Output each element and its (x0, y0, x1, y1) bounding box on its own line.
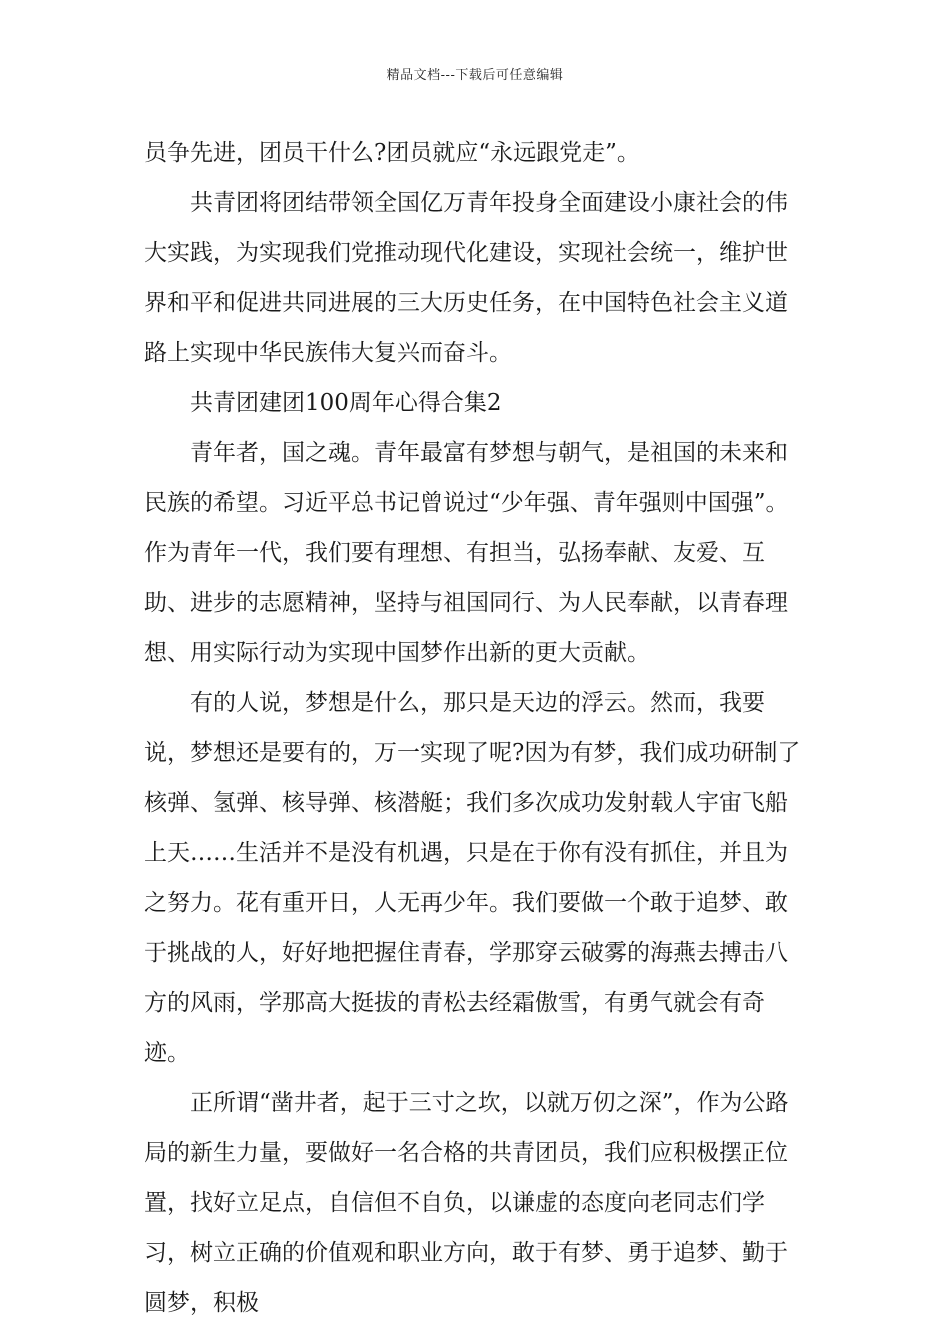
paragraph-continuation: 员争先进，团员干什么?团员就应“永远跟党走”。 (144, 140, 640, 166)
paragraph: 正所谓“凿井者，起于三寸之坎，以就万仞之深”，作为公路局的新生力量，要做好一名合格的共青团员，我们应积极摆正位置，找好立足点，自信但不自负，以谦虚的态度向老同志们学习，树立正确的价值观和职业方向，敢于有梦、勇于追梦、勤于圆梦，积极 (144, 1090, 789, 1316)
section-title: 共青团建团100周年心得合集2 (190, 390, 502, 416)
document-body (144, 128, 810, 1328)
paragraph: 共青团将团结带领全国亿万青年投身全面建设小康社会的伟大实践，为实现我们党推动现代化建设，实现社会统一，维护世界和平和促进共同进展的三大历史任务，在中国特色社会主义道路上实现中华民族伟大复兴而奋斗。 (144, 190, 788, 366)
paragraph: 有的人说，梦想是什么，那只是天边的浮云。然而，我要说，梦想还是要有的，万一实现了呢?因为有梦，我们成功研制了核弹、氢弹、核导弹、核潜艇；我们多次成功发射载人宇宙飞船上天……生活并不是没有机遇，只是在于你有没有抓住，并且为之努力。花有重开日，人无再少年。我们要做一个敢于追梦、敢于挑战的人，好好地把握住青春，学那穿云破雾的海燕去搏击八方的风雨，学那高大挺拔的青松去经霜傲雪，有勇气就会有奇迹。 (144, 690, 801, 1066)
paragraph: 青年者，国之魂。青年最富有梦想与朝气，是祖国的未来和民族的希望。习近平总书记曾说过“少年强、青年强则中国强”。作为青年一代，我们要有理想、有担当，弘扬奉献、友爱、互助、进步的志愿精神，坚持与祖国同行、为人民奉献，以青春理想、用实际行动为实现中国梦作出新的更大贡献。 (144, 440, 789, 666)
page-header: 精品文档---下载后可任意编辑 (386, 68, 564, 83)
